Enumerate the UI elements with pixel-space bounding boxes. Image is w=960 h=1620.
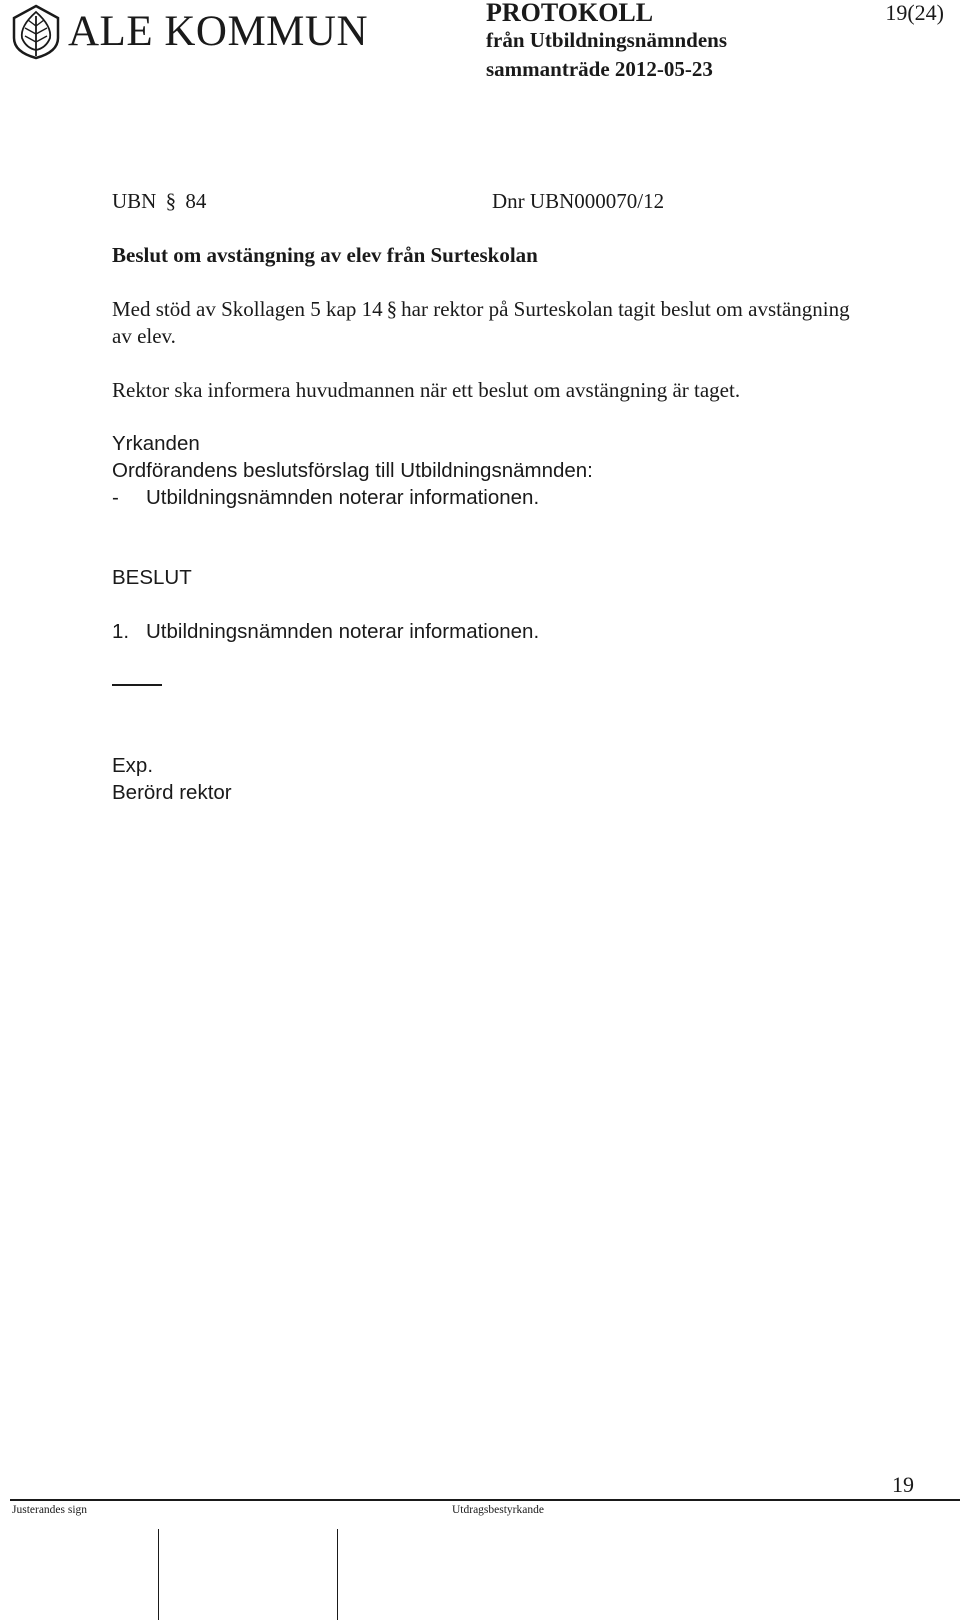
page-of: 19(24) [885, 0, 944, 25]
paragraph-2: Rektor ska informera huvudmannen när ett beslut om avstängning är taget. [112, 378, 741, 402]
paragraph-1-section-sign: § [386, 297, 398, 321]
footer-label-extract: Utdragsbestyrkande [452, 1504, 544, 1516]
proposal-heading: Yrkanden [112, 432, 200, 455]
page-number: 19 [892, 1472, 914, 1497]
tree-leaf-logo-icon [10, 4, 62, 60]
footer-label-sign: Justerandes sign [12, 1504, 88, 1516]
signature-box-divider [337, 1529, 338, 1620]
section-number: 84 [185, 189, 207, 213]
footer-divider [10, 1499, 960, 1501]
protocol-header [486, 0, 786, 84]
paragraph-1-text-a: Med stöd av Skollagen 5 kap 14 [112, 297, 383, 321]
proposal-bullet: - [112, 486, 119, 509]
section-sign: § [165, 189, 177, 213]
decision-item-1: Utbildningsnämnden noterar informationen. [146, 620, 540, 643]
meeting-line: sammanträde 2012-05-23 [486, 57, 713, 81]
dnr: Dnr UBN000070/12 [492, 189, 665, 213]
paragraph-1-line-2: av elev. [112, 324, 176, 348]
case-ref-prefix: UBN [112, 189, 157, 213]
decision-divider [112, 684, 162, 686]
case-ref [112, 188, 206, 215]
decision-heading: BESLUT [112, 566, 192, 589]
paragraph-1-text-b: har rektor på Surteskolan tagit beslut om avstängning [401, 297, 850, 321]
proposal-line-1: Ordförandens beslutsförslag till Utbildningsnämnden: [112, 459, 593, 482]
decision-number: 1. [112, 620, 130, 643]
committee-line: från Utbildningsnämndens [486, 28, 727, 52]
distribution-recipient: Berörd rektor [112, 781, 232, 804]
doc-type: PROTOKOLL [486, 0, 654, 27]
proposal-line-2: Utbildningsnämnden noterar informationen. [146, 486, 540, 509]
signature-box-divider [158, 1529, 159, 1620]
org-name: ALE KOMMUN [68, 8, 369, 55]
case-title: Beslut om avstängning av elev från Surteskolan [112, 243, 538, 267]
paragraph-1-line-1 [112, 296, 850, 323]
distribution-label: Exp. [112, 754, 154, 777]
